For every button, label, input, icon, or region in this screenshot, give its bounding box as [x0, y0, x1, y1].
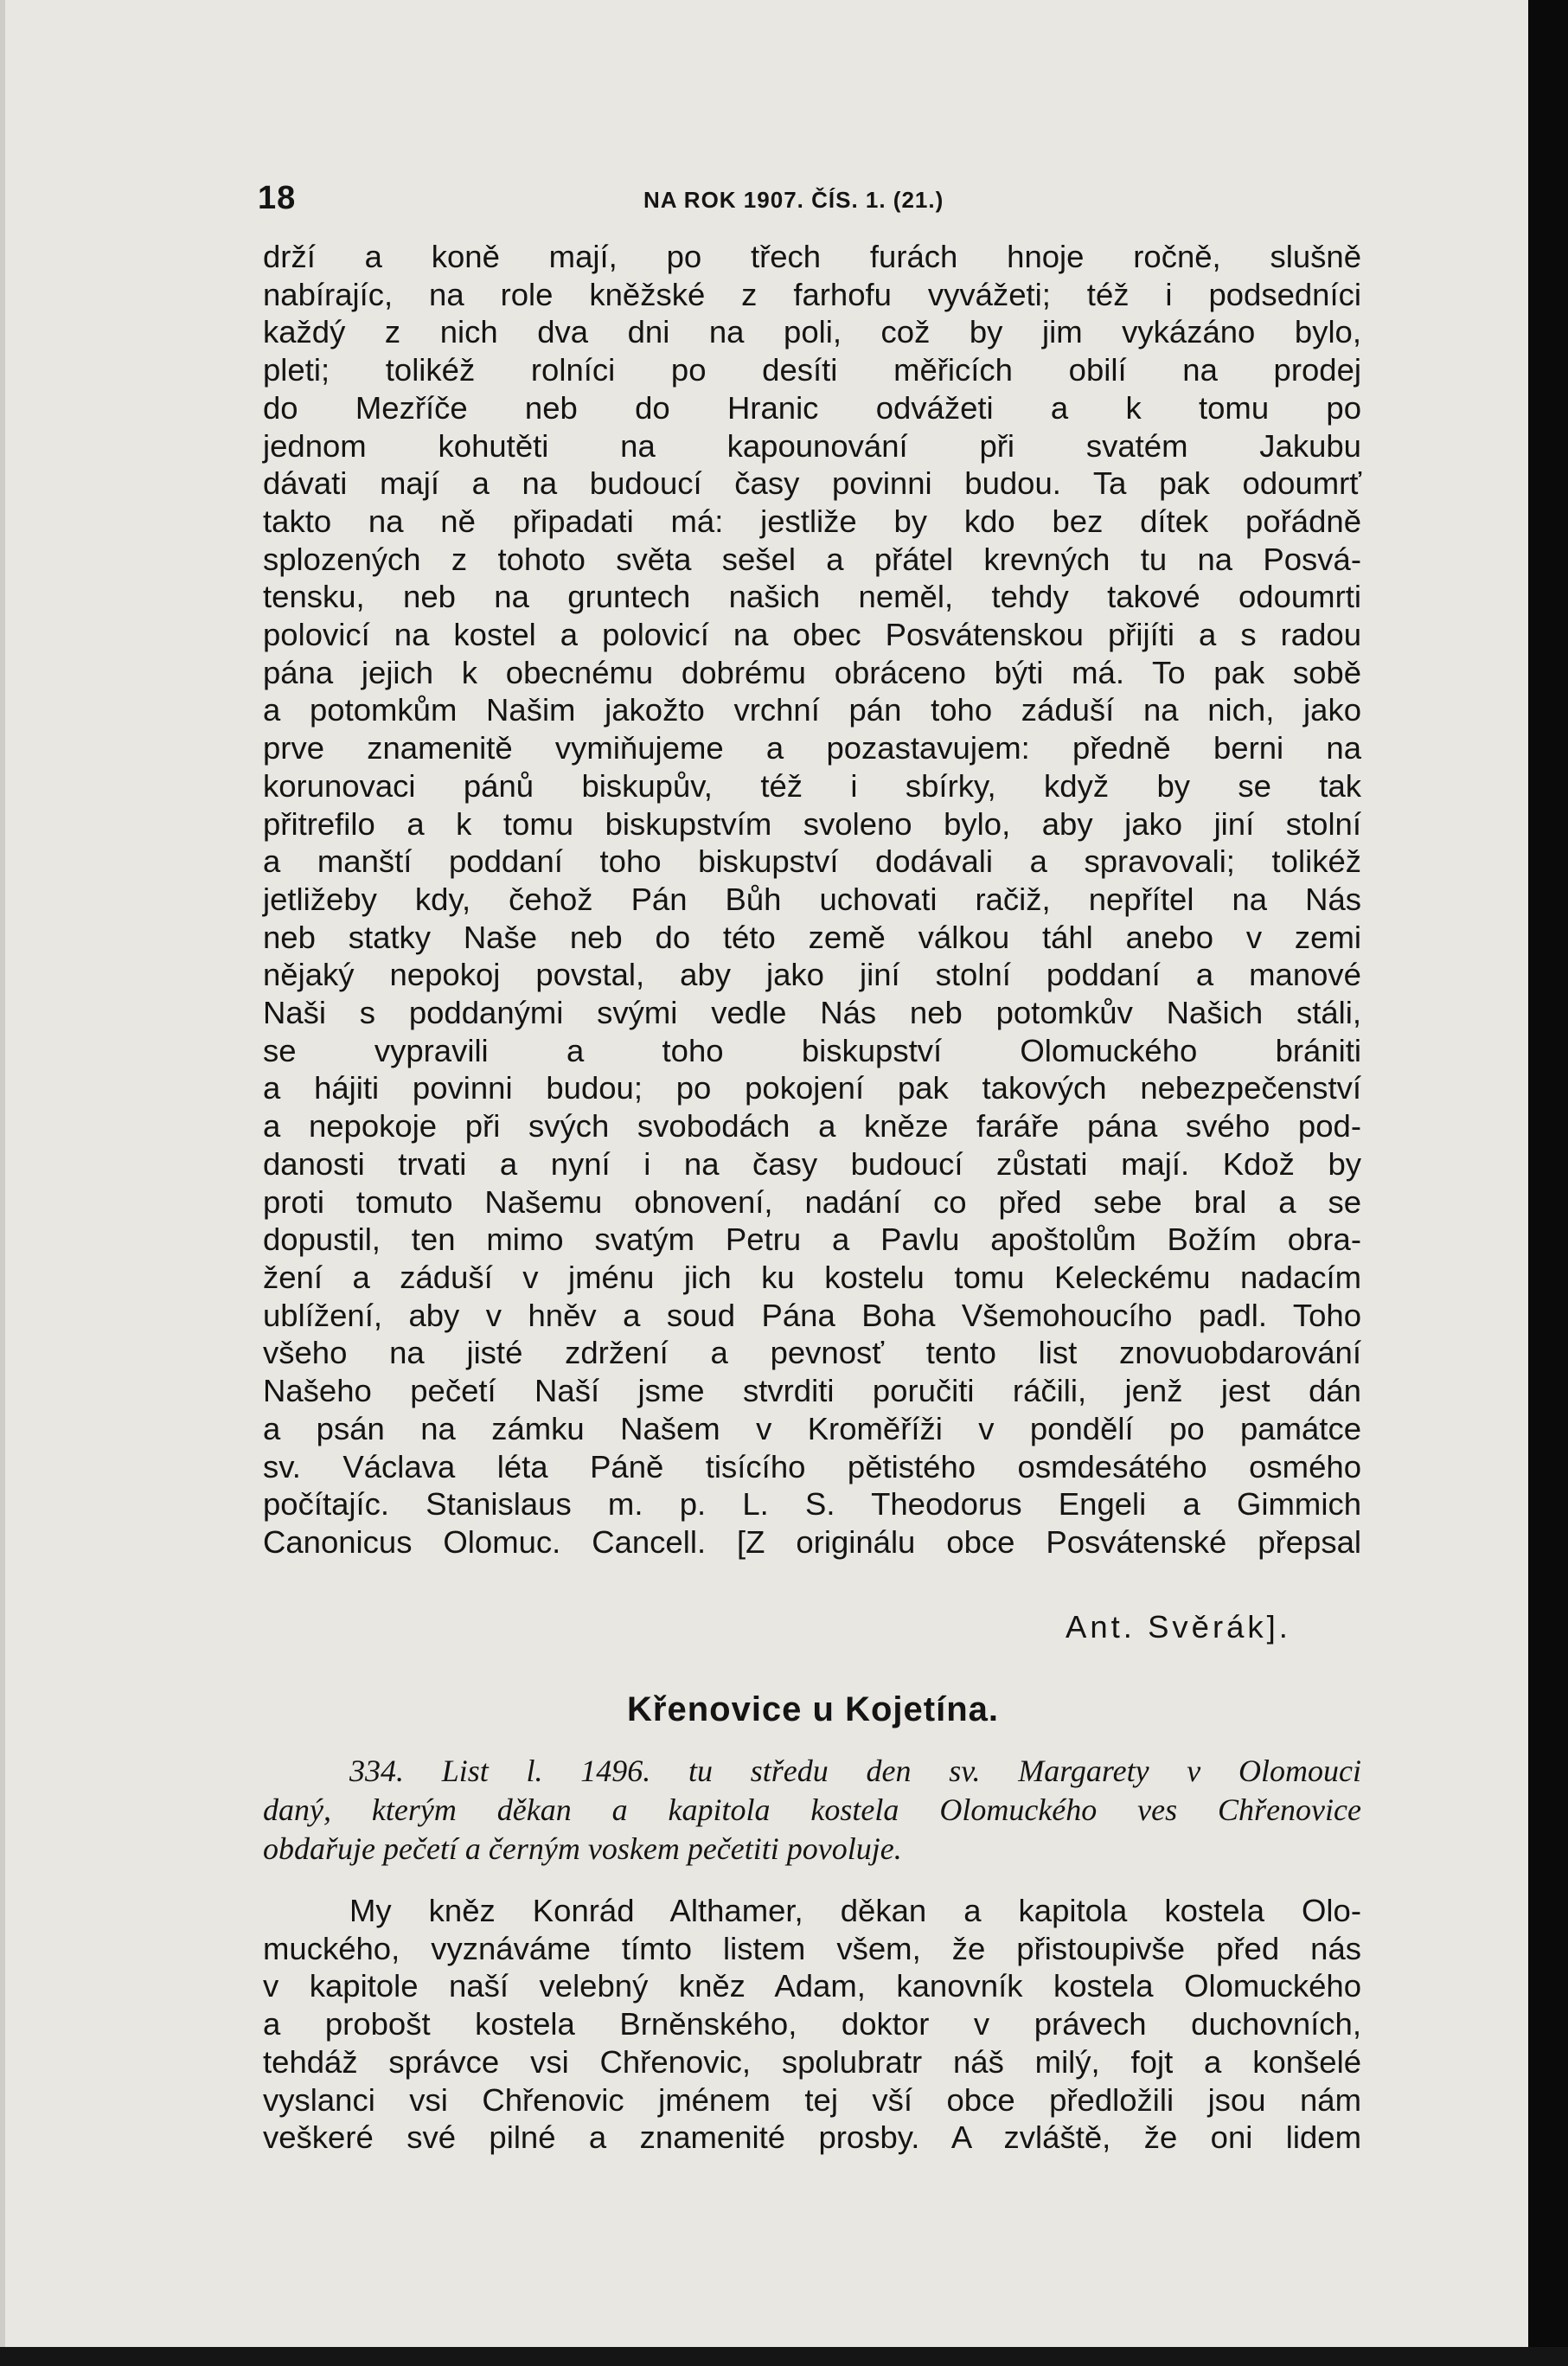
text-line: přitrefilo a k tomu biskupstvím svoleno bylo, aby jako jiní stolní: [263, 805, 1361, 842]
text-line: splozených z tohoto světa sešel a přátel krevných tu na Posvá-: [263, 541, 1361, 577]
text-line: a probošt kostela Brněnského, doktor v právech duchovních,: [263, 2006, 1361, 2042]
text-line: jednom kohutěti na kapounování při svatém Jakubu: [263, 427, 1361, 464]
scan-edge-bottom: [0, 2347, 1568, 2366]
scan-edge-left: [0, 0, 5, 2366]
text-line: tensku, neb na gruntech našich neměl, tehdy takové odoumrti: [263, 579, 1361, 615]
text-line: do Mezříče neb do Hranic odvážeti a k tomu po: [263, 389, 1361, 426]
text-line: tehdáž správce vsi Chřenovic, spolubratr náš milý, fojt a konšelé: [263, 2043, 1361, 2080]
text-line: muckého, vyznáváme tímto listem všem, že přistoupivše před nás: [263, 1930, 1361, 1966]
text-line: a potomkům Našim jakožto vrchní pán toho záduší na nich, jako: [263, 692, 1361, 728]
paragraph-charter-text: [263, 238, 1361, 1561]
regest-line: 334. List l. 1496. tu středu den sv. Margarety v Olomouci: [349, 1754, 1361, 1788]
text-line: všeho na jisté zdržení a pevnosť tento list znovuobdarování: [263, 1335, 1361, 1371]
text-line: neb statky Naše neb do této země válkou táhl anebo v zemi: [263, 919, 1361, 955]
signature-line: Ant. Svěrák].: [1066, 1609, 1291, 1645]
text-line: žení a záduší v jménu jich ku kostelu tomu Keleckému nadacím: [263, 1259, 1361, 1295]
scan-edge-right: [1528, 0, 1568, 2366]
text-line: a psán na zámku Našem v Kroměříži v pondělí po památce: [263, 1410, 1361, 1446]
text-line: polovicí na kostel a polovicí na obec Posvátenskou přijíti a s radou: [263, 617, 1361, 653]
text-line: danosti trvati a nyní i na časy budoucí zůstati mají. Kdož by: [263, 1145, 1361, 1182]
text-line: vyslanci vsi Chřenovic jménem tej vší obce předložili jsou nám: [263, 2081, 1361, 2118]
paragraph-charter-2: [263, 1892, 1361, 2157]
text-line: pána jejich k obecnému dobrému obráceno býti má. To pak sobě: [263, 654, 1361, 690]
running-head: NA ROK 1907. ČÍS. 1. (21.): [643, 187, 944, 213]
text-line: počítajíc. Stanislaus m. p. L. S. Theodorus Engeli a Gimmich: [263, 1486, 1361, 1523]
text-line: a nepokoje při svých svobodách a kněze faráře pána svého pod-: [263, 1108, 1361, 1145]
text-line: nějaký nepokoj povstal, aby jako jiní stolní poddaní a manové: [263, 957, 1361, 993]
page-header: [0, 180, 1522, 232]
regest-line: obdařuje pečetí a černým voskem pečetiti povoluje.: [263, 1831, 902, 1866]
page-number: 18: [258, 180, 297, 216]
text-line: v kapitole naší velebný kněz Adam, kanovník kostela Olomuckého: [263, 1968, 1361, 2004]
text-line: Canonicus Olomuc. Cancell. [Z originálu obce Posvátenské přepsal: [263, 1523, 1361, 1560]
text-line: prve znamenitě vymiňujeme a pozastavujem: předně berni na: [263, 730, 1361, 766]
text-line: sv. Václava léta Páně tisícího pětistého osmdesátého osmého: [263, 1448, 1361, 1484]
text-line: a hájiti povinni budou; po pokojení pak takových nebezpečenství: [263, 1070, 1361, 1106]
text-line: Našeho pečetí Naší jsme stvrditi poručiti ráčili, jenž jest dán: [263, 1373, 1361, 1409]
text-line: dopustil, ten mimo svatým Petru a Pavlu apoštolům Božím obra-: [263, 1221, 1361, 1258]
text-line: ublížení, aby v hněv a soud Pána Boha Všemohoucího padl. Toho: [263, 1297, 1361, 1333]
text-line: My kněz Konrád Althamer, děkan a kapitola kostela Olo-: [349, 1893, 1361, 1928]
regest-summary: [263, 1752, 1361, 1869]
text-line: a manští poddaní toho biskupství dodávali a spravovali; tolikéž: [263, 843, 1361, 880]
text-line: korunovaci pánů biskupův, též i sbírky, když by se tak: [263, 767, 1361, 804]
text-line: jetližeby kdy, čehož Pán Bůh uchovati račiž, nepřítel na Nás: [263, 881, 1361, 917]
text-line: nabírajíc, na role kněžské z farhofu vyvážeti; též i podsedníci: [263, 276, 1361, 312]
regest-line: daný, kterým děkan a kapitola kostela Olomuckého ves Chřenovice: [263, 1792, 1361, 1827]
text-line: pleti; tolikéž rolníci po desíti měřicích obilí na prodej: [263, 352, 1361, 388]
section-title: Křenovice u Kojetína.: [627, 1690, 999, 1728]
text-line: veškeré své pilné a znamenité prosby. A zvláště, že oni lidem: [263, 2119, 1361, 2156]
text-line: Naši s poddanými svými vedle Nás neb potomkův Našich stáli,: [263, 995, 1361, 1031]
text-line: každý z nich dva dni na poli, což by jim vykázáno bylo,: [263, 314, 1361, 350]
text-line: takto na ně připadati má: jestliže by kdo bez dítek pořádně: [263, 503, 1361, 539]
text-line: se vypravili a toho biskupství Olomuckého brániti: [263, 1032, 1361, 1068]
text-line: dávati mají a na budoucí časy povinni budou. Ta pak odoumrť: [263, 465, 1361, 502]
text-line: drží a koně mají, po třech furách hnoje ročně, slušně: [263, 239, 1361, 274]
text-line: proti tomuto Našemu obnovení, nadání co před sebe bral a se: [263, 1183, 1361, 1220]
